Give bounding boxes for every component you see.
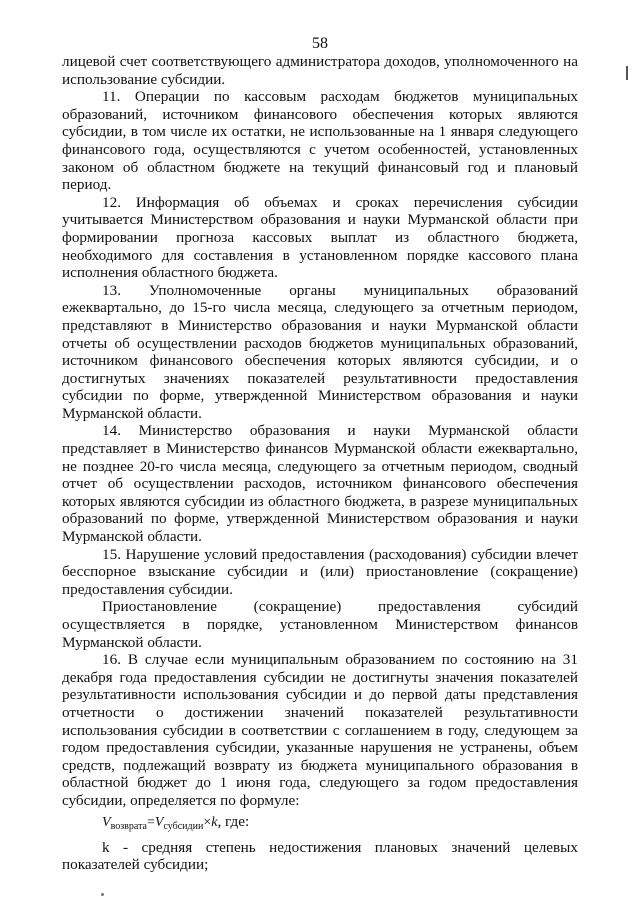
scan-dot-mark: [101, 893, 104, 896]
paragraph-12: 12. Информация об объемах и сроках перечисления субсидии учитывается Министерством образования и науки Мурманской области при формировании прогноза кассовых выплат из областного бюджета, необходимого для составления в установленном порядке кассового плана исполнения областного бюджета.: [62, 193, 578, 282]
formula-times: ×: [203, 814, 212, 830]
paragraph-13: 13. Уполномоченные органы муниципальных образований ежеквартально, до 15-го числа месяца, следующего за отчетным периодом, представляют в Министерство образования и науки Мурманской области отчеты об осуществлении расходов бюджетов муниципальных образований, источником финансового обеспечения которых являются субсидии, и о достигнутых значениях показателей результативности предоставления субсидии по форме, утвержденной Министерством образования и науки Мурманской области.: [62, 281, 578, 422]
document-body: [62, 53, 578, 874]
paragraph-suspension: Приостановление (сокращение) предоставления субсидий осуществляется в порядке, установленном Министерством финансов Мурманской области.: [62, 598, 578, 651]
paragraph-14: 14. Министерство образования и науки Мурманской области представляет в Министерство финансов Мурманской области ежеквартально, не позднее 20-го числа месяца, следующего за отчетным периодом, сводный отчет об осуществлении расходов, источником финансового обеспечения которых являются субсидии из областного бюджета, в разрезе муниципальных образований по форме, утвержденной Министерством образования и науки Мурманской области.: [62, 422, 578, 546]
formula-equals: =: [147, 814, 155, 830]
paragraph-15: 15. Нарушение условий предоставления (расходования) субсидии влечет бесспорное взыскание субсидии и (или) приостановление (сокращение) предоставления субсидии.: [62, 545, 578, 598]
definition-k: k - средняя степень недостижения плановых значений целевых показателей субсидии;: [62, 838, 578, 874]
scan-edge-mark: [626, 66, 628, 80]
page-number: 58: [312, 35, 328, 52]
paragraph-16: 16. В случае если муниципальным образованием по состоянию на 31 декабря года предоставления субсидии не достигнуты значения показателей результативности использования субсидии и до первой даты представления отчетности о достижении значений показателей результативности использования субсидии в соответствии с соглашением в году, следующем за годом предоставления субсидии, указанные нарушения не устранены, объем средств, подлежащий возврату из бюджета муниципального образования в областной бюджет до 1 июня года, следующего за годом предоставления субсидии, определяется по формуле:: [62, 651, 578, 809]
formula-v1-subscript: возврата: [110, 820, 147, 832]
formula-line: [62, 810, 578, 839]
paragraph-11: 11. Операции по кассовым расходам бюджетов муниципальных образований, источником финансового обеспечения которых являются субсидии, в том числе их остатки, не использованные на 1 января следующего финансового года, осуществляются с учетом особенностей, установленных законом об областном бюджете на текущий финансовый год и плановый период.: [62, 88, 578, 194]
formula-suffix: , где:: [217, 812, 250, 830]
paragraph-continuation: лицевой счет соответствующего администратора доходов, уполномоченного на использование субсидии.: [62, 53, 578, 88]
formula-k: k: [211, 814, 218, 830]
formula-v2: V: [154, 814, 164, 830]
formula-v2-subscript: субсидии: [163, 820, 204, 832]
formula-v1: V: [102, 814, 111, 830]
refund-formula: [102, 815, 217, 830]
